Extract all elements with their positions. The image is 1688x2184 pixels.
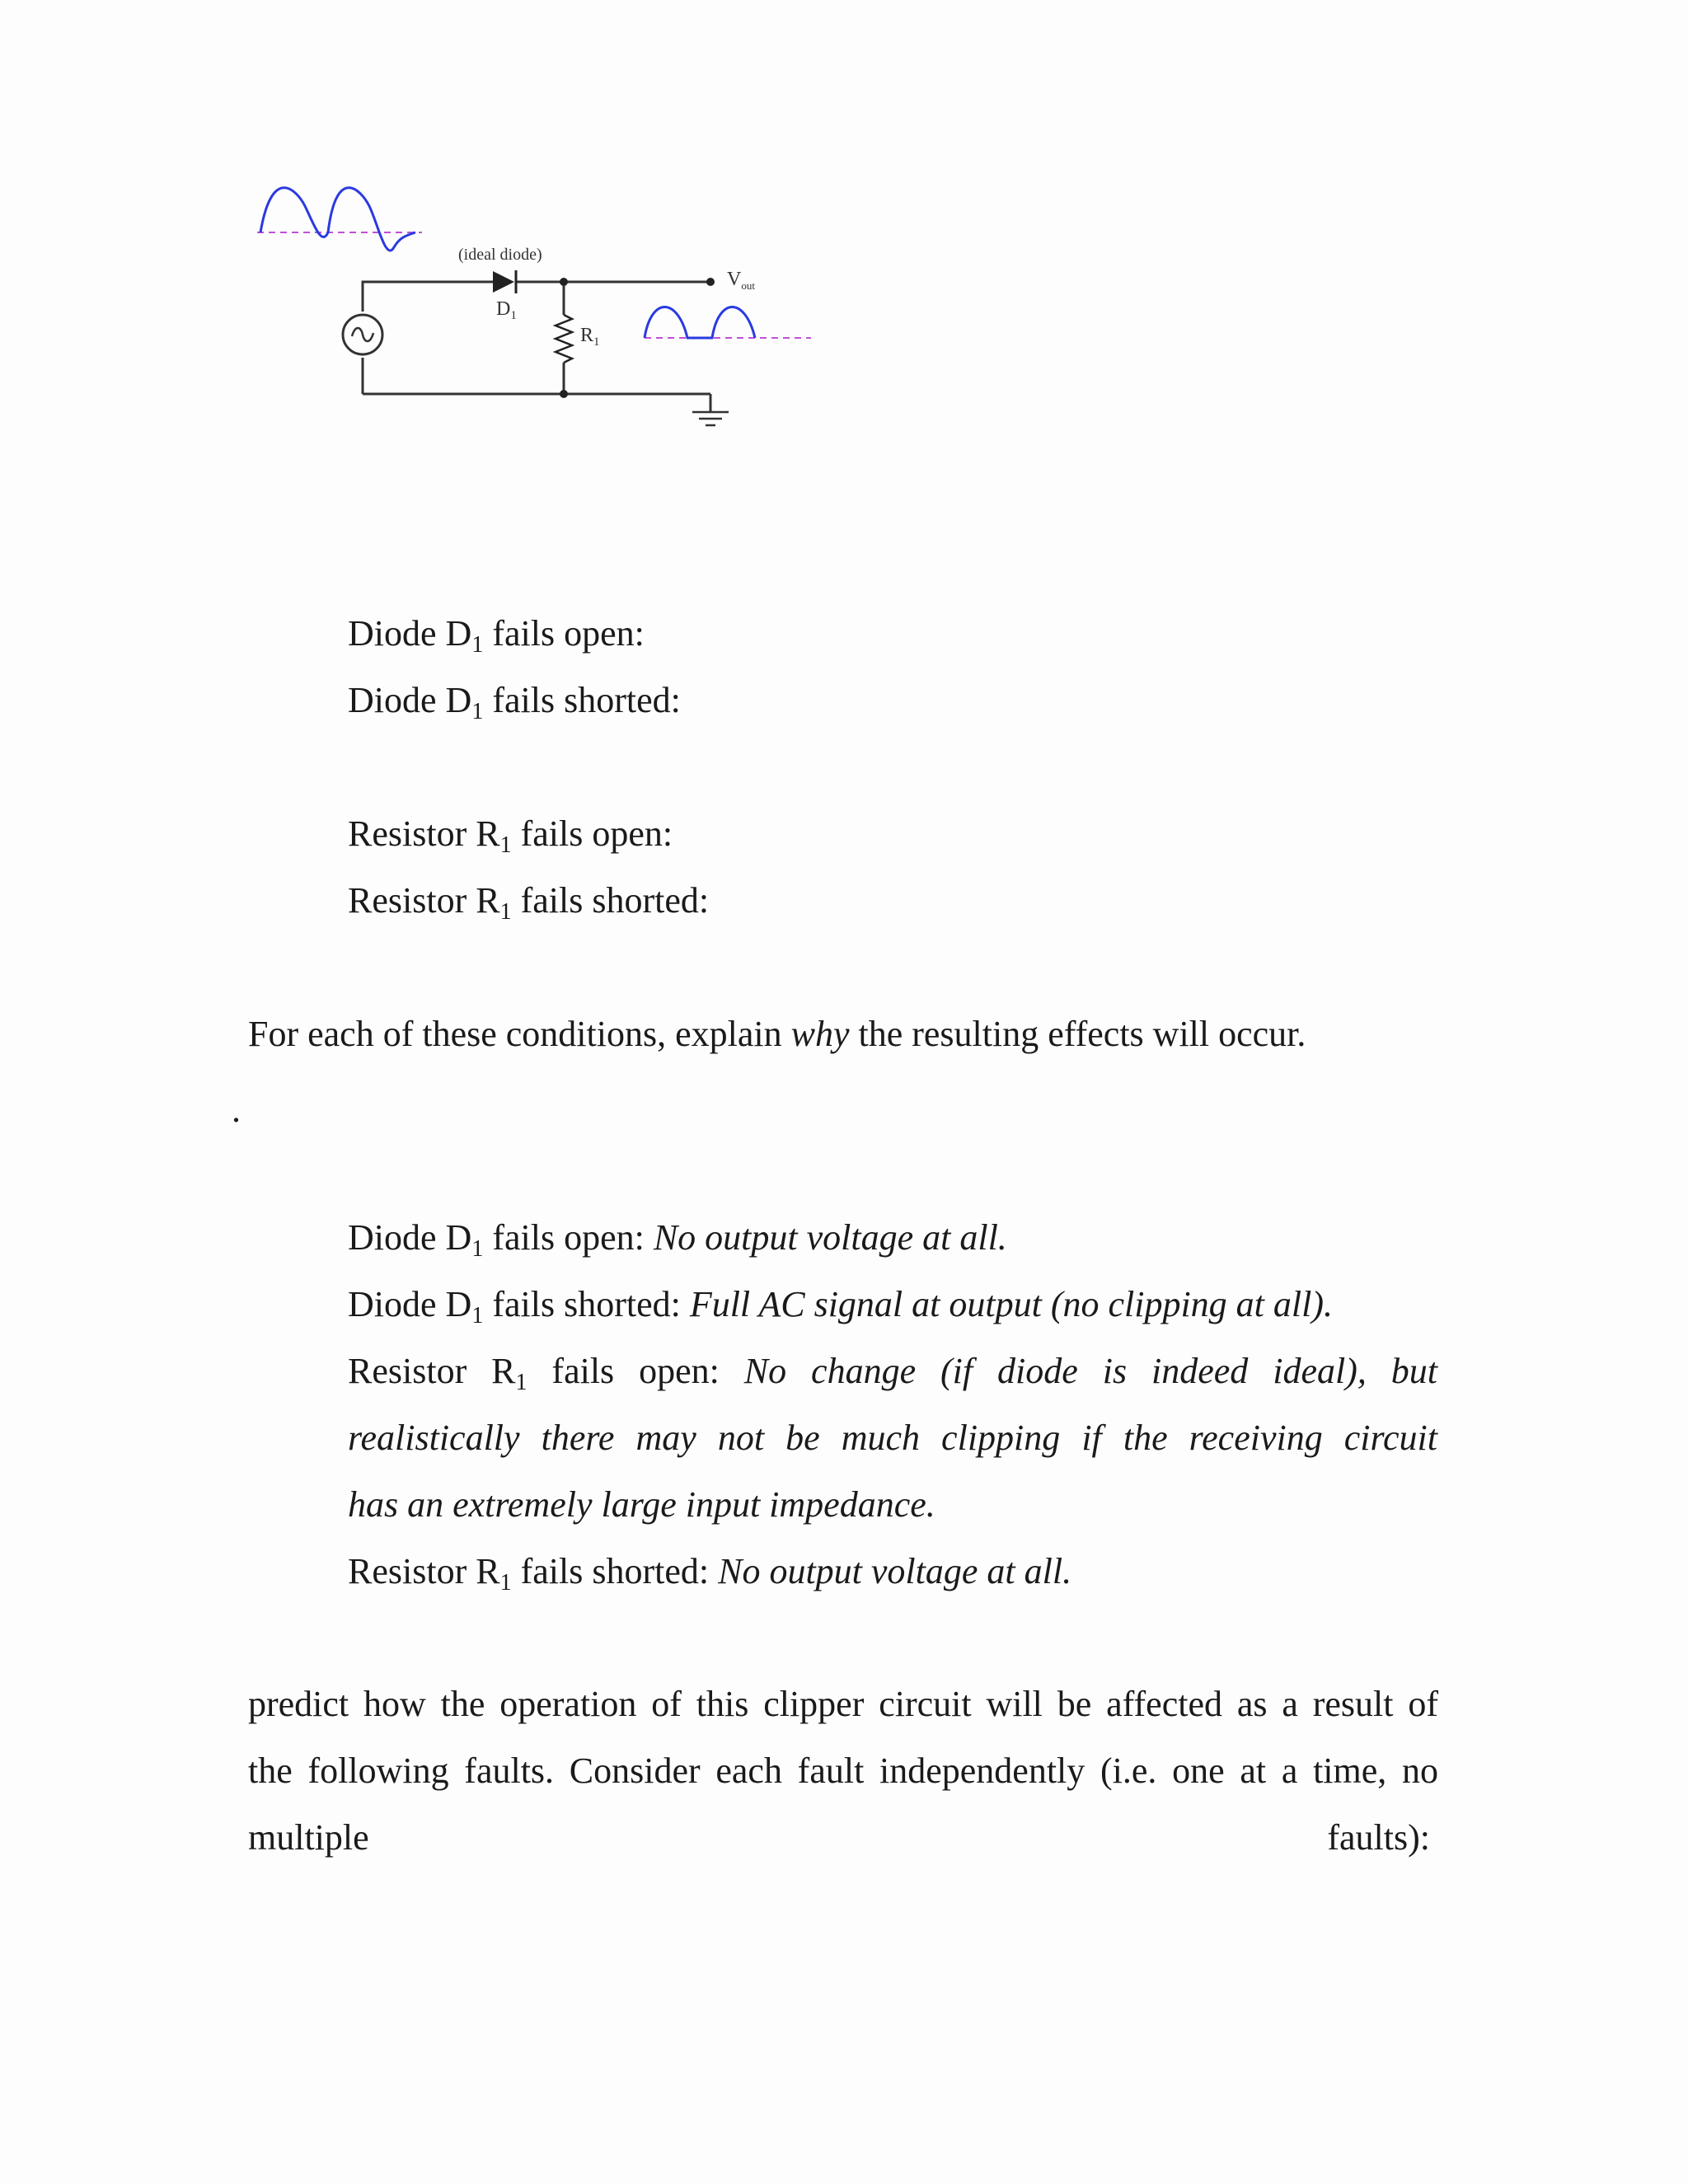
stray-mark: . (232, 1090, 241, 1130)
diode-label: $D_1$ (496, 298, 517, 322)
predict-paragraph (248, 1671, 1438, 1871)
input-waveform (257, 188, 422, 251)
answer-continuation: realistically there may not be much clipping if the receiving circuit (348, 1418, 1437, 1458)
answer-item: Diode $D_1$ fails open: No output voltage at all. (348, 1217, 1007, 1262)
emphasis-why: why (790, 1014, 850, 1054)
ground-symbol (692, 412, 729, 425)
predict-line: the following faults. Consider each fault independently (i.e. one at a time, no (248, 1750, 1438, 1791)
answers (348, 1204, 1437, 1605)
junction-dot-bottom (560, 390, 568, 398)
fault-list (348, 600, 681, 733)
fault-item: Diode $D_1$ fails shorted: (348, 680, 681, 724)
clipper-circuit-diagram (0, 0, 907, 462)
resistor-symbol (556, 315, 572, 363)
answer-continuation: has an extremely large input impedance. (348, 1484, 935, 1525)
output-waveform (645, 307, 811, 339)
resistor-label: $R_1$ (580, 325, 600, 349)
answer-item: Resistor $R_1$ fails open: No change (if diode is indeed ideal), but (348, 1351, 1437, 1395)
circuit-wires (363, 282, 710, 412)
ac-source (343, 315, 382, 354)
vout-terminal (706, 278, 715, 286)
diode-note-label: (ideal diode) (458, 246, 542, 264)
diode-symbol (493, 270, 516, 293)
predict-line: multiple faults): (248, 1817, 1430, 1858)
fault-item: Resistor $R_1$ fails shorted: (348, 880, 710, 925)
fault-list-resistor (348, 800, 709, 934)
explain-instruction: For each of these conditions, explain why the resulting effects will occur. (248, 1014, 1306, 1054)
input-sine-wave (260, 188, 415, 251)
vout-label: $V_{out}$ (727, 269, 755, 292)
fault-item: Resistor $R_1$ fails open: (348, 813, 673, 858)
predict-line: predict how the operation of this clipper circuit will be affected as a result of (248, 1684, 1438, 1724)
junction-dot-top (560, 278, 568, 286)
fault-item: Diode $D_1$ fails open: (348, 613, 645, 658)
output-half-wave (645, 307, 755, 339)
answer-item: Resistor $R_1$ fails shorted: No output voltage at all. (348, 1551, 1072, 1596)
answer-item: Diode $D_1$ fails shorted: Full AC signal at output (no clipping at all). (348, 1284, 1334, 1329)
